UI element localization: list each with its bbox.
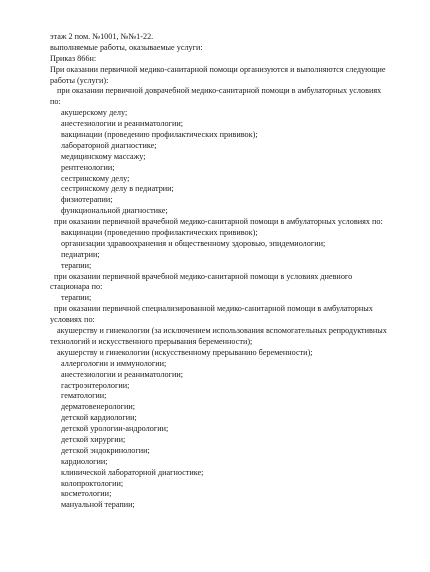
document-line: аллергологии и иммунологии; [61, 358, 167, 368]
document-line: анестезиологии и реаниматологии; [61, 369, 183, 379]
document-line: физиотерапии; [61, 195, 113, 205]
document-line: вакцинации (проведению профилактических прививок); [61, 130, 258, 140]
document-line: вакцинации (проведению профилактических прививок); [61, 228, 258, 238]
document-line: выполняемые работы, оказываемые услуги: [50, 42, 203, 52]
document-line: акушерскому делу; [61, 108, 128, 118]
document-line: работы (услуги): [50, 75, 109, 85]
document-line: детской хирургии; [61, 434, 126, 444]
document-line: педиатрии; [61, 249, 100, 259]
document-line: стационара по: [50, 282, 103, 292]
document-line: косметологии; [61, 489, 112, 499]
document-line: при оказании первичной врачебной медико-санитарной помощи в условиях дневного [54, 271, 353, 281]
document-line: рентгенологии; [61, 162, 115, 172]
document-line: При оказании первичной медико-санитарной помощи организуются и выполняются следующие [50, 64, 386, 74]
document-line: колопроктологии; [61, 478, 124, 488]
document-line: условиях по: [50, 315, 95, 325]
document-line: этаж 2 пом. №1001, №№1-22. [50, 32, 154, 41]
document-line: детской урологии-андрологии; [61, 424, 169, 434]
document-line: мануальной терапии; [61, 500, 135, 510]
document-line: медицинскому массажу; [61, 151, 146, 161]
document-line: терапии; [61, 293, 92, 303]
document-line: технологий и искусственного прерывания беременности); [50, 336, 253, 346]
document-line: анестезиологии и реаниматологии; [61, 119, 183, 129]
document-line: Приказ 866н: [50, 53, 97, 63]
document-line: функциональной диагностике; [61, 206, 168, 216]
document-line: акушерству и гинекологии (за исключением использования вспомогательных репродуктивных [57, 326, 387, 336]
document-line: детской эндокринологии; [61, 445, 150, 455]
document-line: лабораторной диагностике; [61, 140, 157, 150]
document-line: клинической лабораторной диагностике; [61, 467, 204, 477]
document-line: по: [50, 97, 61, 107]
document-line: при оказании первичной специализированной медико-санитарной помощи в амбулаторных [54, 304, 373, 314]
document-line: терапии; [61, 260, 92, 270]
document-text [0, 32, 430, 511]
document-line: сестринскому делу; [61, 173, 130, 183]
document-line: при оказании первичной врачебной медико-санитарной помощи в амбулаторных условиях по: [54, 217, 383, 227]
document-line: организации здравоохранения и общественному здоровью, эпидемиологии; [61, 238, 326, 248]
document-line: гематологии; [61, 391, 107, 401]
document-line: дерматовенерологии; [61, 402, 136, 412]
document-line: при оказании первичной доврачебной медико-санитарной помощи в амбулаторных условиях [57, 86, 382, 96]
document-line: гастроэнтерологии; [61, 380, 130, 390]
document-line: кардиологии; [61, 456, 108, 466]
document-line: акушерству и гинекологии (искусственному прерыванию беременности); [57, 347, 313, 357]
document-line: детской кардиологии; [61, 413, 137, 423]
document-line: сестринскому делу в педиатрии; [61, 184, 174, 194]
